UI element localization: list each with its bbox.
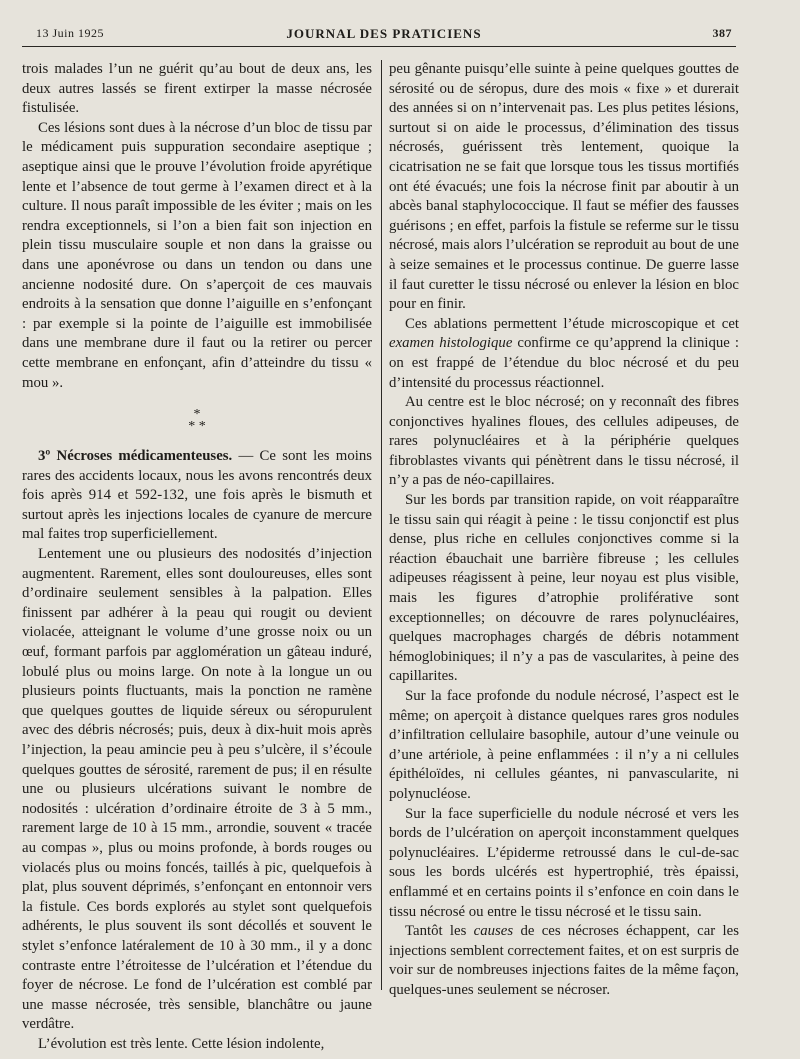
paragraph: Sur les bords par transition rapide, on voit réapparaître le tissu sain qui réagit à peine : le tissu conjonctif est plus dense, plus riche en cellules conjonctives comme si la réaction ébauchait une barrière fibreuse ; les cellules adipeuses réagissent à peine, leur noyau est plus visible, mais les figures d’atrophie proliférative sont exceptionnelles; on découvre de rares polynucléaires, quelques macrophages chargés de débris notamment hémoglobiniques; il n’y a pas de vascularites, à peine des capillarites.: [389, 492, 739, 685]
paragraph: [389, 315, 739, 393]
journal-title: JOURNAL DES PRATICIENS: [286, 26, 482, 41]
section-heading: 3º Nécroses médicamenteuses.: [38, 448, 233, 465]
paragraph: [22, 447, 372, 545]
paragraph-text: Ces ablations permettent l’étude microscopique et cet: [405, 315, 739, 332]
paragraph: Lentement une ou plusieurs des nodosités d’injection augmentent. Rarement, elles sont douloureuses, elles sont d’ordinaire seulement sensibles à la palpation. Elles finissent par adhérer à la peau qui rougit ou devient violacée, atteignant le volume d’une grosse noix ou un œuf, formant parfois par agglomération un gâteau induré, lobulé plus ou moins large. On note à la longue un ou plusieurs points fluctuants, mais la ponction ne ramène que quelques gouttes de liquide séreux ou séropurulent avec des débris nécrosés; puis, deux à dix-huit mois après l’injection, la peau amincie peu à peu s’ulcère, il s’écoule quelques gouttes de sérosité, rarement de pus; il en résulte une ou plusieurs ulcérations suivant le nombre de nodosités : ulcération d’ordinaire étroite de 3 à 5 mm., rarement large de 10 à 15 mm., arrondie, souvent « tracée au compas », plus ou moins profonde, à bords rouges ou violacés plus ou moins foncés, taillés à pic, quelquefois à plat, plus souvent déprimés, s’enfonçant en entonnoir vers la fistule. Ces bords explorés au stylet sont quelquefois adhérents, le plus souvent ils sont décollés et souvent le stylet s’enfonce latéralement de 10 à 30 mm., il y a donc contraste entre l’étroitesse de l’ulcération et l’étendue du foyer de nécrose. Le fond de l’ulcération est comblé par une masse nécrosée, très sensible, blanchâtre ou jaune verdâtre.: [22, 546, 372, 1033]
paragraph: Ces lésions sont dues à la nécrose d’un bloc de tissu par le médicament puis suppuration secondaire aseptique ; aseptique ainsi que le prouve l’évolution froide apyrétique lente et l’absence de tout germe à l’examen direct et à la culture. Il nous paraît impossible de les éviter ; mais on les rendra exceptionnels, si l’on a bien fait son injection en plein tissu musculaire souple et non dans la graisse ou dans une aponévrose ou dans un tendon ou dans une ancienne nodosité dure. On s’aperçoit de ces mauvais endroits à la sensation que donne l’aiguille en s’enfonçant : par exemple si la pointe de l’aiguille est immobilisée dans une membrane dure il faut ou la retirer ou percer cette membrane en enfonçant, afin d’atteindre du tissu « mou ».: [22, 119, 372, 391]
paragraph: Au centre est le bloc nécrosé; on y reconnaît des fibres conjonctives hyalines floues, des cellules adipeuses, de rares polynucléaires et à la périphérie quelques fibroblastes vivants qui pénètrent dans le tissu nécrosé, il n’y a pas de néo-capillaires.: [389, 394, 739, 489]
emphasis-text: examen histologique: [389, 335, 513, 352]
page-number: 387: [712, 26, 732, 40]
paragraph: Sur la face superficielle du nodule nécrosé et vers les bords de l’ulcération on aperçoit inconstamment quelques polynucléaires. L’épiderme retroussé dans le cul-de-sac sous les bords ulcérés est hypertrophié, très épaissi, enflammé et en certains points il s’enfonce en coin dans le tissu nécrosé ou entre le tissu nécrosé et le tissu sain.: [389, 805, 739, 920]
paragraph: Sur la face profonde du nodule nécrosé, l’aspect est le même; on aperçoit à distance quelques rares gros nodules d’infiltration cellulaire basophile, autour d’une veinule ou d’une artériole, à peine enflammées : il n’y a ni cellules épithéloïdes, ni cellules géantes, ni panvascularite, ni polynucléose.: [389, 688, 739, 802]
emphasis-text: causes: [473, 923, 514, 940]
left-column: [22, 60, 372, 1052]
column-divider: [381, 60, 382, 990]
separator-star-bottom: * *: [188, 419, 206, 435]
paragraph: peu gênante puisqu’elle suinte à peine quelques gouttes de sérosité ou de séropus, dure des mois « fixe » et durerait des années si on n’intervenait pas. Les plus petites lésions, surtout si on aide le processus, d’élimination des tissus nécrosés, guérissent très lentement, quoique la cicatrisation ne se fait que lorsque tous les tissus mortifiés ont été évacués; une fois la nécrose finit par aboutir à un abcès banal staphylococcique. Il faut se méfier des fausses guérisons ; en effet, parfois la fistule se referme sur le tissu nécrosé, mais alors l’ulcération se reproduit au bout de une à seize semaines et le processus continue. De guerre lasse il faut curetter le tissu nécrosé ou enlever la lésion en bloc pour en finir.: [389, 61, 739, 313]
paragraph: L’évolution est très lente. Cette lésion indolente,: [38, 1035, 325, 1052]
paragraph-text: confirme ce qu’apprend la clinique : on est frappé de l’étendue du bloc nécrosé et du peu d’intensité du processus réactionnel.: [389, 335, 739, 391]
section-separator: [22, 409, 372, 433]
right-column: [389, 60, 739, 1003]
running-header: [36, 26, 732, 48]
paragraph-text: — Ce sont les moins rares des accidents locaux, nous les avons rencontrés deux fois après 914 et 592-132, une fois après le bismuth et surtout après les injections locales de cyanure de mercure mal faites trop superficiellement.: [22, 448, 372, 543]
paragraph-text: Tantôt les: [405, 923, 474, 940]
header-rule: [22, 46, 736, 47]
separator-star-top: *: [193, 407, 201, 423]
paragraph: [389, 922, 739, 1000]
paragraph: trois malades l’un ne guérit qu’au bout de deux ans, les deux autres lassés se firent extirper la masse nécrosée fistulisée.: [22, 61, 372, 117]
header-date: 13 Juin 1925: [36, 26, 105, 40]
paragraph-text: de ces nécroses échappent, car les injections semblent correctement faites, et on est surpris de voir sur de nombreuses injections faites de la même façon, quelques-unes seulement se nécroser.: [389, 923, 739, 998]
